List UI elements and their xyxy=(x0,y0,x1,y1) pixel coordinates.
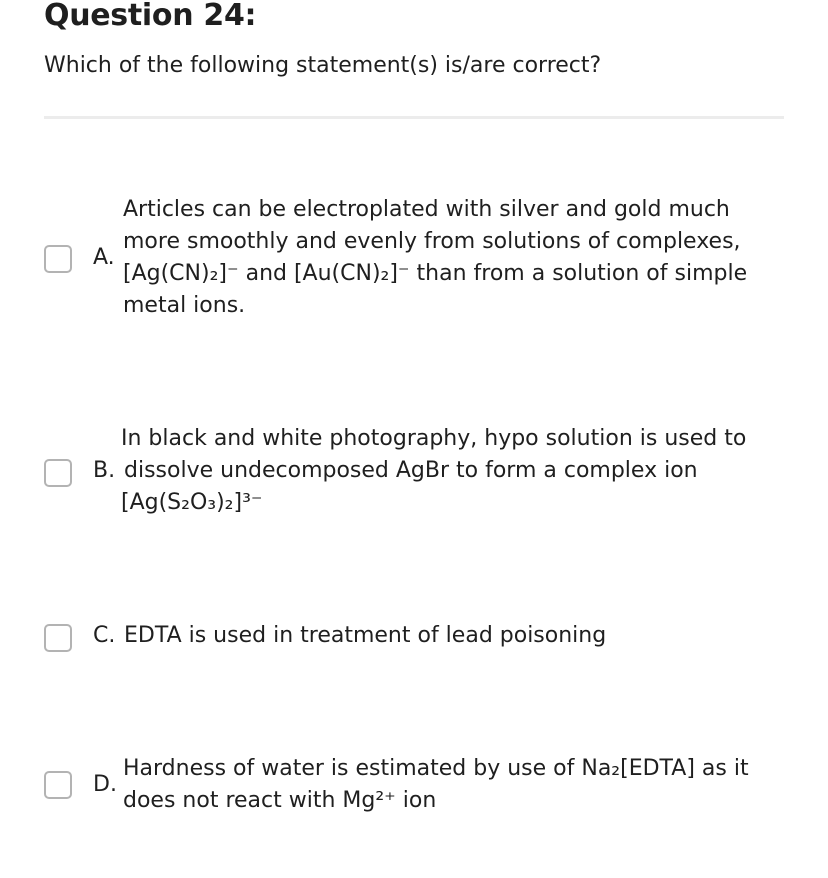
option-a-checkbox[interactable] xyxy=(44,245,72,273)
option-c-letter: C. xyxy=(93,623,116,648)
option-a-line-1: Articles can be electroplated with silver and gold much xyxy=(123,197,730,222)
option-b-line-2: dissolve undecomposed AgBr to form a complex ion xyxy=(124,458,698,483)
option-a[interactable] xyxy=(44,194,784,324)
question-prompt: Which of the following statement(s) is/are correct? xyxy=(44,53,602,78)
option-c[interactable] xyxy=(44,620,784,660)
option-b-checkbox[interactable] xyxy=(44,459,72,487)
option-a-letter: A. xyxy=(93,245,115,270)
option-d[interactable] xyxy=(44,753,784,823)
option-b-line-1: In black and white photography, hypo solution is used to xyxy=(121,426,747,451)
option-b-text xyxy=(121,423,746,519)
option-d-line-1: Hardness of water is estimated by use of Na₂[EDTA] as it xyxy=(123,756,749,781)
option-c-checkbox[interactable] xyxy=(44,624,72,652)
option-c-text xyxy=(124,620,606,652)
option-b[interactable] xyxy=(44,423,784,523)
option-b-line-3: [Ag(S₂O₃)₂]³⁻ xyxy=(121,490,263,515)
option-a-line-2: more smoothly and evenly from solutions of complexes, xyxy=(123,229,741,254)
option-d-checkbox[interactable] xyxy=(44,771,72,799)
option-a-line-3: [Ag(CN)₂]⁻ and [Au(CN)₂]⁻ than from a solution of simple xyxy=(123,261,748,286)
option-d-line-2: does not react with Mg²⁺ ion xyxy=(123,788,437,813)
option-c-line-1: EDTA is used in treatment of lead poisoning xyxy=(124,623,607,648)
divider xyxy=(44,116,784,119)
option-a-text xyxy=(123,194,747,322)
option-d-text xyxy=(123,753,749,817)
option-a-line-4: metal ions. xyxy=(123,293,246,318)
option-d-letter: D. xyxy=(93,772,117,797)
option-b-letter: B. xyxy=(93,458,116,483)
question-title: Question 24: xyxy=(44,0,257,33)
